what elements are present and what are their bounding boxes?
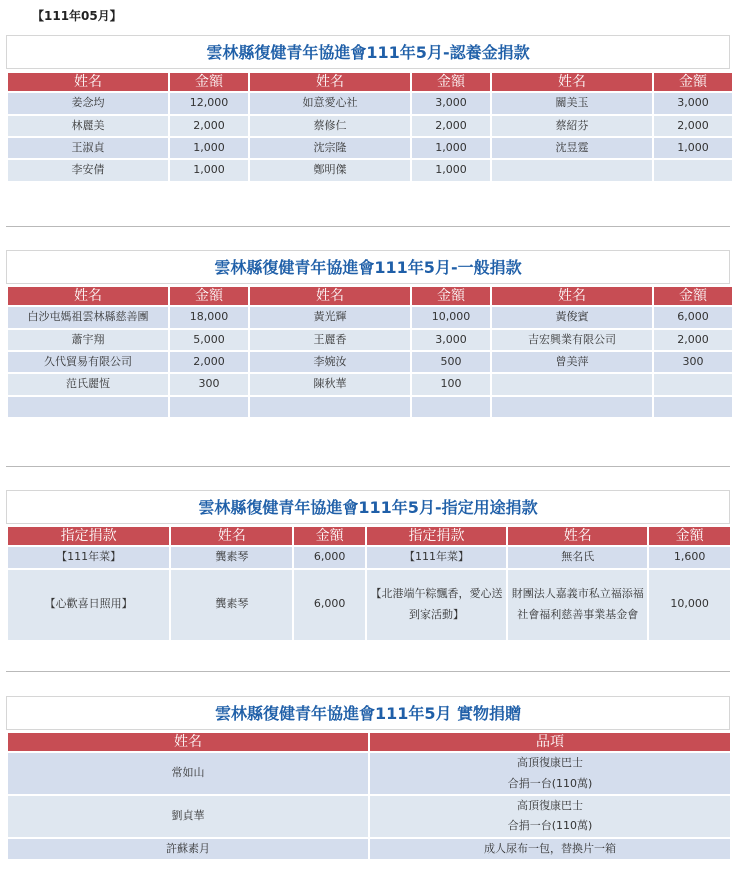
header-designated: 指定捐款	[8, 527, 169, 545]
section-divider	[6, 466, 730, 467]
donated-item	[370, 796, 730, 837]
section-title-general: 雲林縣復健青年協進會111年5月-一般捐款	[6, 250, 730, 284]
donor-name: 蔡修仁	[250, 116, 410, 136]
donation-amount: 10,000	[412, 307, 490, 327]
donor-name: 吉宏興業有限公司	[492, 330, 652, 350]
donor-name	[492, 397, 652, 417]
header-amount: 金額	[412, 73, 490, 91]
header-name: 姓名	[508, 527, 647, 545]
section-title-designated: 雲林縣復健青年協進會111年5月-指定用途捐款	[6, 490, 730, 524]
donation-amount: 2,000	[170, 352, 248, 372]
donor-name	[250, 397, 410, 417]
header-name: 姓名	[8, 733, 368, 751]
table-row	[8, 547, 730, 567]
donation-amount: 6,000	[294, 547, 365, 567]
donor-name	[8, 397, 168, 417]
donated-item-line: 合捐一台(110萬)	[507, 819, 593, 833]
section-divider	[6, 226, 730, 227]
donation-amount: 300	[654, 352, 732, 372]
table-row	[8, 397, 732, 417]
donor-name: 范氏麗恆	[8, 374, 168, 394]
donor-name: 常如山	[8, 753, 368, 794]
table-row	[8, 796, 730, 837]
table-row	[8, 160, 732, 180]
donor-name: 蔡紹芬	[492, 116, 652, 136]
donation-amount: 1,000	[412, 160, 490, 180]
header-designated: 指定捐款	[367, 527, 506, 545]
donation-amount: 10,000	[649, 570, 730, 640]
donation-amount: 6,000	[294, 570, 365, 640]
donation-amount: 1,000	[412, 138, 490, 158]
section-title-adoption: 雲林縣復健青年協進會111年5月-認養金捐款	[6, 35, 730, 69]
donation-amount: 12,000	[170, 93, 248, 113]
donation-amount	[654, 160, 732, 180]
header-name: 姓名	[171, 527, 292, 545]
donation-amount: 5,000	[170, 330, 248, 350]
donation-amount: 500	[412, 352, 490, 372]
donor-name: 沈宗隆	[250, 138, 410, 158]
header-name: 姓名	[8, 73, 168, 91]
donation-amount: 100	[412, 374, 490, 394]
table-row	[8, 753, 730, 794]
donated-item: 成人尿布一包，替換片一箱	[370, 839, 730, 859]
table-header-row	[8, 73, 732, 91]
table-row	[8, 93, 732, 113]
donation-amount: 3,000	[412, 93, 490, 113]
donor-name: 無名氏	[508, 547, 647, 567]
donor-name: 鄭明傑	[250, 160, 410, 180]
table-row	[8, 352, 732, 372]
donor-name: 蕭宇翔	[8, 330, 168, 350]
table-header-row	[8, 287, 732, 305]
header-amount: 金額	[649, 527, 730, 545]
donor-name: 財團法人嘉義市私立福添福社會福利慈善事業基金會	[508, 570, 647, 640]
donor-name: 李婉汝	[250, 352, 410, 372]
table-adoption	[6, 71, 734, 183]
header-amount: 金額	[170, 73, 248, 91]
donated-item-line: 合捐一台(110萬)	[507, 776, 593, 790]
donation-amount: 18,000	[170, 307, 248, 327]
header-item: 品項	[370, 733, 730, 751]
donor-name: 李安倩	[8, 160, 168, 180]
donor-name: 黃俊賓	[492, 307, 652, 327]
donor-name: 關美玉	[492, 93, 652, 113]
donor-name: 沈昱霆	[492, 138, 652, 158]
donor-name: 如意愛心社	[250, 93, 410, 113]
donation-amount: 6,000	[654, 307, 732, 327]
section-divider	[6, 671, 730, 672]
donation-amount: 2,000	[654, 330, 732, 350]
donor-name: 曾美萍	[492, 352, 652, 372]
header-name: 姓名	[250, 73, 410, 91]
header-name: 姓名	[492, 287, 652, 305]
donor-name	[492, 160, 652, 180]
table-row	[8, 374, 732, 394]
donor-name: 白沙屯媽祖雲林縣慈善團	[8, 307, 168, 327]
donation-amount: 300	[170, 374, 248, 394]
header-amount: 金額	[294, 527, 365, 545]
donation-amount: 1,000	[170, 138, 248, 158]
designated-purpose: 【心歡喜日照用】	[8, 570, 169, 640]
table-row	[8, 839, 730, 859]
donated-item	[370, 753, 730, 794]
donor-name: 久代貿易有限公司	[8, 352, 168, 372]
donation-amount	[412, 397, 490, 417]
table-general	[6, 285, 734, 419]
donor-name: 黃光輝	[250, 307, 410, 327]
table-in-kind	[6, 731, 732, 861]
designated-purpose: 【111年菜】	[8, 547, 169, 567]
donor-name: 龔素琴	[171, 547, 292, 567]
table-header-row	[8, 733, 730, 751]
table-header-row	[8, 527, 730, 545]
donor-name: 劉貞華	[8, 796, 368, 837]
donation-amount: 1,000	[170, 160, 248, 180]
table-row	[8, 570, 730, 640]
donor-name: 王麗香	[250, 330, 410, 350]
section-title-in-kind: 雲林縣復健青年協進會111年5月 實物捐贈	[6, 696, 730, 730]
donor-name: 龔素琴	[171, 570, 292, 640]
donor-name: 姜念均	[8, 93, 168, 113]
header-name: 姓名	[492, 73, 652, 91]
donor-name	[492, 374, 652, 394]
designated-purpose: 【北港端午粽飄香，愛心送到家活動】	[367, 570, 506, 640]
donation-amount: 2,000	[170, 116, 248, 136]
donor-name: 許蘇素月	[8, 839, 368, 859]
header-amount: 金額	[170, 287, 248, 305]
donation-amount: 2,000	[412, 116, 490, 136]
donor-name: 王淑貞	[8, 138, 168, 158]
header-amount: 金額	[654, 73, 732, 91]
header-amount: 金額	[654, 287, 732, 305]
donated-item-line: 高頂復康巴士	[517, 756, 583, 770]
header-name: 姓名	[250, 287, 410, 305]
donation-amount	[654, 397, 732, 417]
donation-amount	[654, 374, 732, 394]
table-row	[8, 330, 732, 350]
table-row	[8, 138, 732, 158]
table-row	[8, 307, 732, 327]
page-label: 【111年05月】	[32, 9, 122, 23]
donation-amount: 2,000	[654, 116, 732, 136]
donation-amount: 3,000	[654, 93, 732, 113]
donor-name: 陳秋華	[250, 374, 410, 394]
header-name: 姓名	[8, 287, 168, 305]
donor-name: 林麗美	[8, 116, 168, 136]
donated-item-line: 高頂復康巴士	[517, 798, 583, 812]
header-amount: 金額	[412, 287, 490, 305]
table-designated	[6, 525, 732, 642]
donation-amount: 1,000	[654, 138, 732, 158]
donation-amount: 3,000	[412, 330, 490, 350]
table-row	[8, 116, 732, 136]
designated-purpose: 【111年菜】	[367, 547, 506, 567]
donation-amount	[170, 397, 248, 417]
donation-amount: 1,600	[649, 547, 730, 567]
